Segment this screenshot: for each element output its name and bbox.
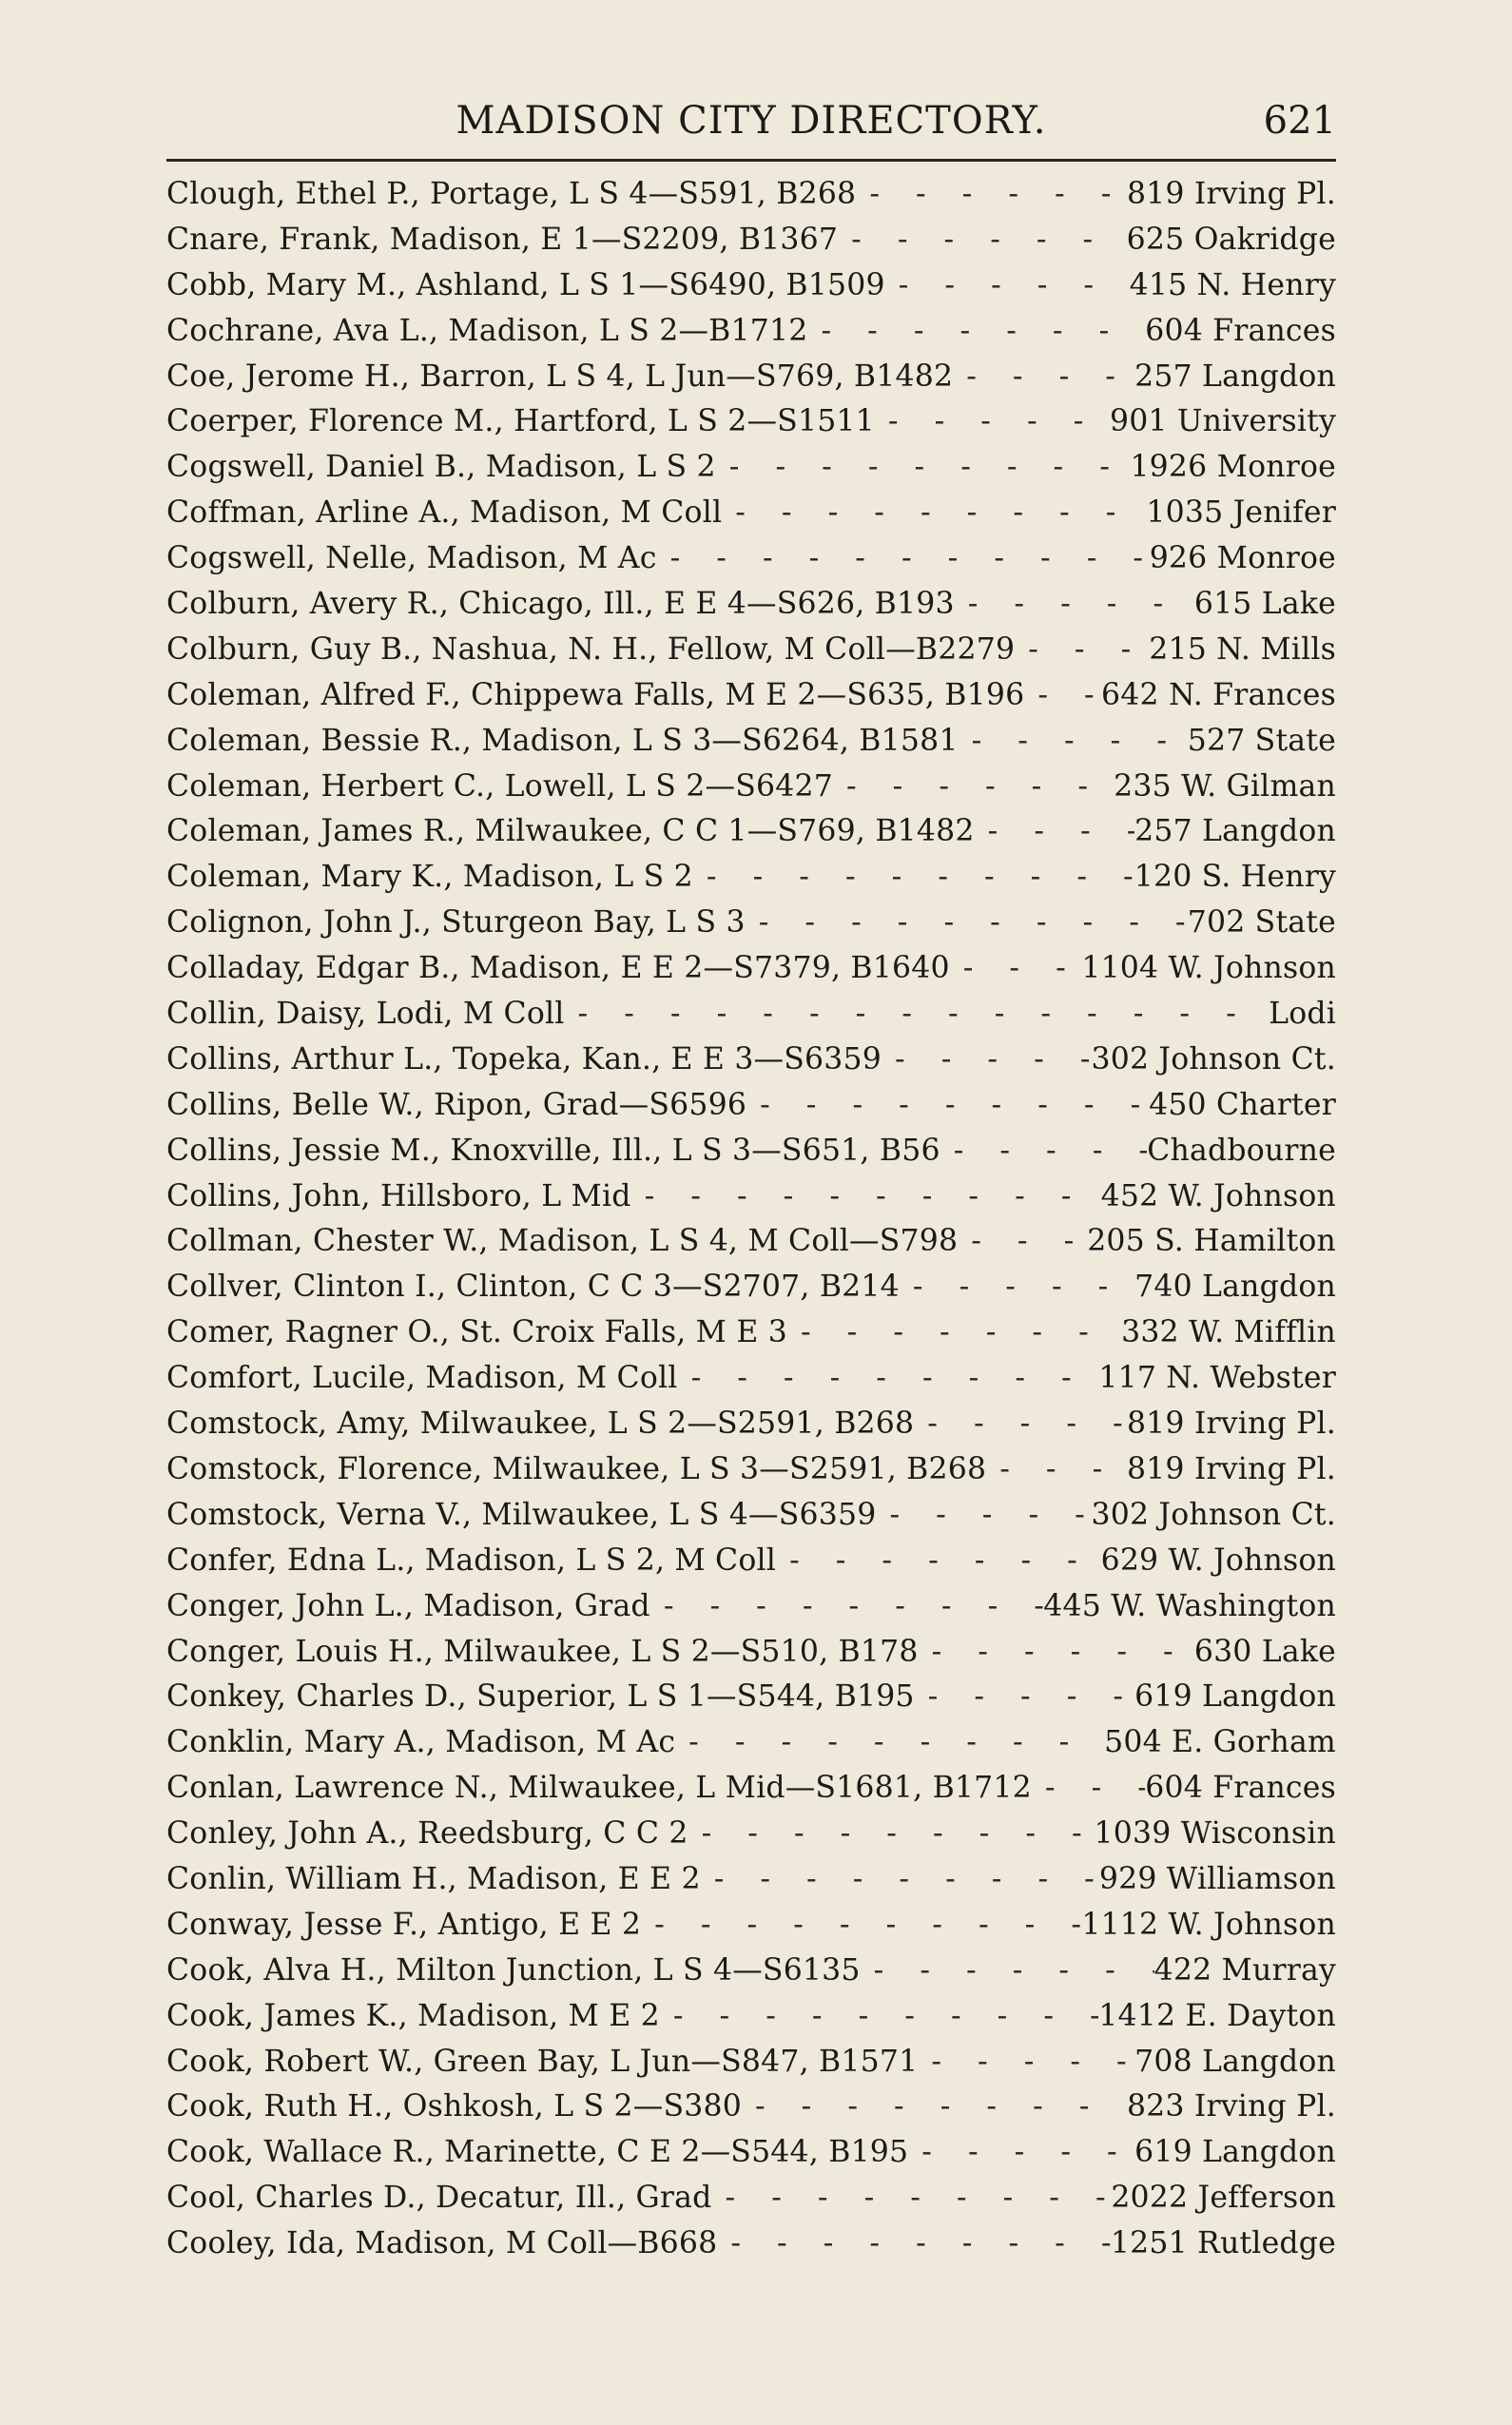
- entry-address: 604 Frances: [1145, 1771, 1336, 1806]
- entry-address: 819 Irving Pl.: [1126, 177, 1336, 211]
- dot-leader: [787, 1315, 1121, 1349]
- dot-leader: [900, 1270, 1134, 1304]
- entry-name: Collins, Jessie M., Knoxville, Ill., L S 3—S651, B56: [166, 1133, 940, 1168]
- entry-name: Cogswell, Daniel B., Madison, L S 2: [166, 450, 716, 485]
- entry-name: Confer, Edna L., Madison, L S 2, M Coll: [166, 1542, 777, 1578]
- entry-name: Cooley, Ida, Madison, M Coll—B668: [166, 2226, 718, 2261]
- directory-entry: [166, 268, 1336, 314]
- dot-leader: [953, 359, 1134, 394]
- directory-entry: [166, 587, 1336, 632]
- entry-name: Conklin, Mary A., Madison, M Ac: [166, 1725, 676, 1760]
- entry-address: 117 N. Webster: [1098, 1361, 1336, 1396]
- page-number: 621: [1263, 99, 1336, 143]
- dot-leader: [958, 1224, 1087, 1258]
- entry-address: Chadbourne: [1147, 1133, 1336, 1168]
- directory-entry: [166, 2089, 1336, 2135]
- directory-entry: [166, 951, 1336, 997]
- entry-address: 1251 Rutledge: [1110, 2226, 1336, 2261]
- entry-name: Conger, Louis H., Milwaukee, L S 2—S510, B178: [166, 1634, 919, 1669]
- entry-name: Cook, Robert W., Green Bay, L Jun—S847, B1571: [166, 2044, 919, 2079]
- entry-address: 615 Lake: [1193, 587, 1336, 622]
- directory-entry: [166, 1452, 1336, 1498]
- header-rule: [166, 159, 1336, 162]
- entry-name: Comstock, Verna V., Milwaukee, L S 4—S6359: [166, 1497, 877, 1532]
- entry-address: 1035 Jenifer: [1146, 495, 1336, 531]
- entry-name: Cogswell, Nelle, Madison, M Ac: [166, 541, 657, 576]
- entry-name: Coffman, Arline A., Madison, M Coll: [166, 495, 723, 531]
- entry-address: 257 Langdon: [1134, 814, 1336, 849]
- entry-name: Cool, Charles D., Decatur, Ill., Grad: [166, 2181, 712, 2216]
- dot-leader: [955, 587, 1194, 621]
- dot-leader: [914, 1406, 1127, 1441]
- dot-leader: [675, 1725, 1104, 1759]
- entry-address: 619 Langdon: [1134, 1679, 1336, 1715]
- entry-name: Collman, Chester W., Madison, L S 4, M Coll—S798: [166, 1224, 959, 1259]
- entry-address: 1104 W. Johnson: [1081, 951, 1336, 986]
- dot-leader: [641, 1908, 1081, 1942]
- directory-entries: [166, 177, 1336, 2272]
- dot-leader: [919, 1635, 1194, 1669]
- directory-entry: [166, 724, 1336, 769]
- entry-name: Collins, Belle W., Ripon, Grad—S6596: [166, 1087, 747, 1122]
- entry-address: 504 E. Gorham: [1104, 1725, 1336, 1760]
- dot-leader: [950, 951, 1082, 985]
- entry-address: 929 Williamson: [1098, 1861, 1336, 1896]
- directory-entry: [166, 1361, 1336, 1406]
- entry-name: Colladay, Edgar B., Madison, E E 2—S7379, B1640: [166, 951, 950, 986]
- entry-name: Colburn, Guy B., Nashua, N. H., Fellow, M Coll—B2279: [166, 631, 1016, 667]
- entry-name: Coerper, Florence M., Hartford, L S 2—S1511: [166, 404, 875, 439]
- directory-entry: [166, 1771, 1336, 1816]
- directory-entry: [166, 814, 1336, 860]
- directory-entry: [166, 359, 1336, 405]
- directory-entry: [166, 177, 1336, 223]
- dot-leader: [657, 541, 1150, 575]
- dot-leader: [882, 1042, 1091, 1077]
- directory-entry: [166, 678, 1336, 724]
- dot-leader: [1015, 632, 1149, 667]
- dot-leader: [908, 2135, 1134, 2169]
- entry-address: 642 N. Frances: [1101, 677, 1336, 712]
- entry-address: 302 Johnson Ct.: [1091, 1497, 1336, 1532]
- dot-leader: [915, 1679, 1134, 1714]
- dot-leader: [746, 905, 1188, 940]
- directory-entry: [166, 997, 1336, 1042]
- directory-entry: [166, 860, 1336, 905]
- dot-leader: [678, 1361, 1099, 1395]
- directory-entry: [166, 1589, 1336, 1635]
- entry-address: 629 W. Johnson: [1100, 1542, 1336, 1578]
- entry-name: Colburn, Avery R., Chicago, Ill., E E 4—S626, B193: [166, 587, 955, 622]
- entry-address: 445 W. Washington: [1043, 1588, 1336, 1623]
- entry-address: 1039 Wisconsin: [1094, 1816, 1336, 1852]
- directory-entry: [166, 1816, 1336, 1862]
- dot-leader: [838, 223, 1127, 257]
- dot-leader: [565, 997, 1270, 1031]
- entry-name: Conlan, Lawrence N., Milwaukee, L Mid—S1681, B1712: [166, 1771, 1032, 1806]
- directory-entry: [166, 769, 1336, 815]
- entry-address: 630 Lake: [1193, 1634, 1336, 1669]
- entry-name: Comer, Ragner O., St. Croix Falls, M E 3: [166, 1315, 787, 1350]
- entry-name: Clough, Ethel P., Portage, L S 4—S591, B268: [166, 177, 857, 211]
- entry-name: Coleman, Mary K., Madison, L S 2: [166, 860, 693, 895]
- dot-leader: [876, 1498, 1091, 1532]
- directory-entry: [166, 314, 1336, 359]
- entry-address: 415 N. Henry: [1129, 267, 1336, 302]
- dot-leader: [808, 314, 1146, 348]
- entry-name: Collins, Arthur L., Topeka, Kan., E E 3—S6359: [166, 1041, 882, 1077]
- page-header: [166, 95, 1336, 154]
- directory-entry: [166, 1042, 1336, 1088]
- dot-leader: [940, 1134, 1148, 1168]
- directory-entry: [166, 541, 1336, 587]
- dot-leader: [856, 177, 1127, 211]
- entry-name: Cook, Wallace R., Marinette, C E 2—S544, B195: [166, 2135, 909, 2170]
- directory-entry: [166, 495, 1336, 541]
- entry-address: 619 Langdon: [1134, 2135, 1336, 2170]
- entry-address: 205 S. Hamilton: [1087, 1224, 1336, 1259]
- entry-name: Cook, James K., Madison, M E 2: [166, 1998, 660, 2033]
- dot-leader: [875, 404, 1110, 438]
- entry-name: Cook, Ruth H., Oshkosh, L S 2—S380: [166, 2089, 742, 2124]
- entry-name: Colignon, John J., Sturgeon Bay, L S 3: [166, 905, 746, 941]
- dot-leader: [660, 1999, 1098, 2033]
- directory-entry: [166, 632, 1336, 678]
- dot-leader: [885, 268, 1130, 302]
- entry-address: 926 Monroe: [1149, 541, 1336, 576]
- dot-leader: [776, 1543, 1101, 1578]
- dot-leader: [746, 1088, 1149, 1122]
- dot-leader: [693, 860, 1134, 894]
- directory-entry: [166, 1179, 1336, 1225]
- entry-address: 819 Irving Pl.: [1126, 1451, 1336, 1486]
- entry-name: Coleman, Herbert C., Lowell, L S 2—S6427: [166, 768, 833, 804]
- directory-entry: [166, 1315, 1336, 1361]
- entry-address: 332 W. Mifflin: [1121, 1315, 1336, 1350]
- entry-name: Collins, John, Hillsboro, L Mid: [166, 1178, 631, 1213]
- directory-entry: [166, 1908, 1336, 1953]
- entry-address: 215 N. Mills: [1149, 631, 1336, 667]
- page-title: MADISON CITY DIRECTORY.: [456, 99, 1047, 143]
- entry-name: Coleman, James R., Milwaukee, C C 1—S769, B1482: [166, 814, 975, 849]
- dot-leader: [833, 769, 1114, 804]
- entry-address: 452 W. Johnson: [1100, 1178, 1336, 1213]
- directory-entry: [166, 1088, 1336, 1134]
- directory-entry: [166, 1635, 1336, 1680]
- dot-leader: [959, 724, 1188, 758]
- entry-name: Conlin, William H., Madison, E E 2: [166, 1861, 701, 1896]
- directory-entry: [166, 1999, 1336, 2045]
- entry-name: Conger, John L., Madison, Grad: [166, 1588, 650, 1623]
- entry-name: Cook, Alva H., Milton Junction, L S 4—S6135: [166, 1952, 861, 1988]
- entry-name: Conley, John A., Reedsburg, C C 2: [166, 1816, 688, 1852]
- entry-name: Conkey, Charles D., Superior, L S 1—S544, B195: [166, 1679, 915, 1715]
- directory-entry: [166, 1498, 1336, 1543]
- entry-name: Coleman, Alfred F., Chippewa Falls, M E 2—S635, B196: [166, 677, 1025, 712]
- directory-entry: [166, 1543, 1336, 1589]
- entry-name: Cnare, Frank, Madison, E 1—S2209, B1367: [166, 222, 839, 257]
- dot-leader: [717, 2226, 1110, 2260]
- entry-address: 1926 Monroe: [1130, 450, 1336, 485]
- dot-leader: [716, 450, 1131, 484]
- entry-address: 604 Frances: [1145, 313, 1336, 348]
- directory-entry: [166, 1406, 1336, 1452]
- entry-name: Coleman, Bessie R., Madison, L S 3—S6264, B1581: [166, 723, 959, 758]
- entry-address: Lodi: [1269, 997, 1336, 1032]
- directory-entry: [166, 1224, 1336, 1270]
- directory-entry: [166, 223, 1336, 268]
- directory-entry: [166, 1725, 1336, 1771]
- entry-address: 422 Murray: [1153, 1952, 1336, 1988]
- dot-leader: [861, 1953, 1154, 1988]
- entry-address: 527 State: [1187, 723, 1336, 758]
- entry-name: Collver, Clinton I., Clinton, C C 3—S2707, B214: [166, 1270, 900, 1305]
- directory-entry: [166, 1953, 1336, 1999]
- dot-leader: [701, 1862, 1099, 1896]
- entry-name: Conway, Jesse F., Antigo, E E 2: [166, 1907, 642, 1942]
- entry-name: Coe, Jerome H., Barron, L S 4, L Jun—S769, B1482: [166, 359, 954, 394]
- dot-leader: [1024, 678, 1101, 712]
- directory-entry: [166, 905, 1336, 951]
- dot-leader: [688, 1816, 1095, 1851]
- directory-entry: [166, 1270, 1336, 1315]
- entry-address: 302 Johnson Ct.: [1091, 1041, 1336, 1077]
- entry-name: Cochrane, Ava L., Madison, L S 2—B1712: [166, 313, 808, 348]
- dot-leader: [650, 1589, 1043, 1623]
- entry-address: 1112 W. Johnson: [1081, 1907, 1336, 1942]
- dot-leader: [742, 2089, 1127, 2124]
- dot-leader: [918, 2045, 1134, 2079]
- dot-leader: [722, 495, 1146, 530]
- entry-name: Comstock, Amy, Milwaukee, L S 2—S2591, B268: [166, 1406, 915, 1442]
- directory-entry: [166, 2226, 1336, 2272]
- dot-leader: [986, 1452, 1127, 1486]
- directory-entry: [166, 2181, 1336, 2226]
- directory-entry: [166, 2135, 1336, 2181]
- dot-leader: [712, 2181, 1112, 2215]
- entry-address: 257 Langdon: [1134, 359, 1336, 394]
- entry-address: 702 State: [1187, 905, 1336, 941]
- entry-address: 120 S. Henry: [1134, 860, 1336, 895]
- dot-leader: [631, 1179, 1101, 1213]
- entry-address: 901 University: [1109, 404, 1336, 439]
- directory-entry: [166, 1134, 1336, 1179]
- entry-address: 1412 E. Dayton: [1098, 1998, 1336, 2033]
- entry-name: Cobb, Mary M., Ashland, L S 1—S6490, B1509: [166, 267, 885, 302]
- entry-address: 235 W. Gilman: [1114, 768, 1336, 804]
- directory-entry: [166, 1862, 1336, 1908]
- entry-address: 819 Irving Pl.: [1126, 1406, 1336, 1442]
- entry-address: 2022 Jefferson: [1111, 2181, 1336, 2216]
- entry-name: Comstock, Florence, Milwaukee, L S 3—S2591, B268: [166, 1451, 987, 1486]
- dot-leader: [975, 814, 1134, 848]
- entry-address: 740 Langdon: [1134, 1270, 1336, 1305]
- entry-address: 625 Oakridge: [1126, 222, 1336, 257]
- entry-name: Comfort, Lucile, Madison, M Coll: [166, 1361, 678, 1396]
- dot-leader: [1032, 1771, 1145, 1805]
- directory-entry: [166, 2045, 1336, 2090]
- entry-name: Collin, Daisy, Lodi, M Coll: [166, 997, 565, 1032]
- directory-entry: [166, 404, 1336, 450]
- directory-entry: [166, 1679, 1336, 1725]
- entry-address: 823 Irving Pl.: [1126, 2089, 1336, 2124]
- entry-address: 450 Charter: [1149, 1087, 1336, 1122]
- directory-entry: [166, 450, 1336, 495]
- entry-address: 708 Langdon: [1134, 2044, 1336, 2079]
